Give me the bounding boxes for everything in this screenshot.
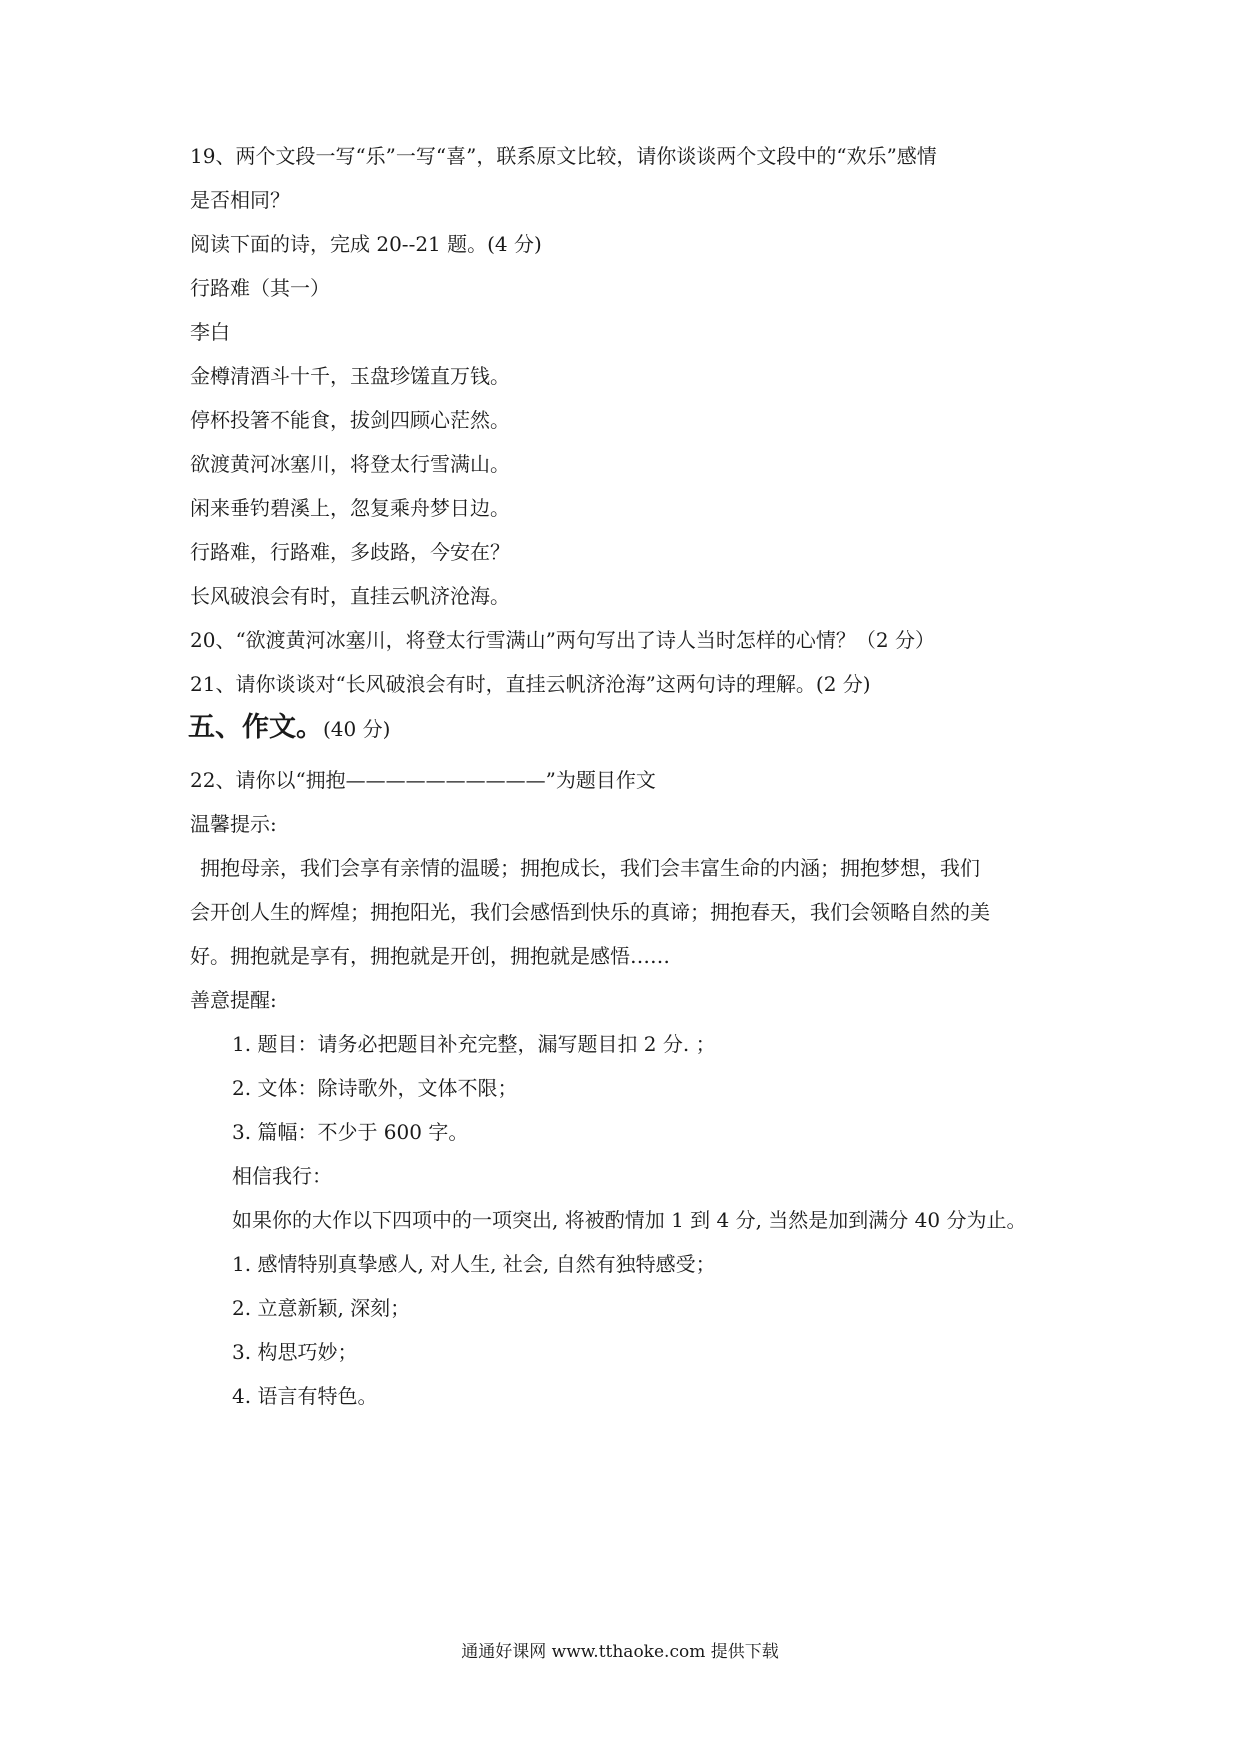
bonus-item: 2. 立意新颖, 深刻； bbox=[232, 1296, 411, 1320]
poem-line: 欲渡黄河冰塞川，将登太行雪满山。 bbox=[190, 452, 510, 476]
section-5-heading bbox=[188, 710, 390, 747]
page-footer: 通通好课网 www.tthaoke.com 提供下载 bbox=[461, 1642, 779, 1662]
poem-intro: 阅读下面的诗，完成 20--21 题。(4 分) bbox=[190, 232, 542, 256]
bonus-item: 1. 感情特别真挚感人, 对人生, 社会, 自然有独特感受； bbox=[232, 1252, 716, 1276]
tips-text-line: 会开创人生的辉煌；拥抱阳光，我们会感悟到快乐的真谛；拥抱春天，我们会领略自然的美 bbox=[190, 900, 990, 924]
section-5-score: (40 分) bbox=[323, 717, 391, 741]
poem-line: 行路难，行路难，多歧路，今安在？ bbox=[190, 540, 510, 564]
poem-author: 李白 bbox=[190, 320, 230, 344]
believe-label: 相信我行： bbox=[232, 1164, 332, 1188]
reminder-item: 3. 篇幅：不少于 600 字。 bbox=[232, 1120, 469, 1144]
reminder-item: 2. 文体：除诗歌外，文体不限； bbox=[232, 1076, 518, 1100]
poem-line: 金樽清酒斗十千，玉盘珍馐直万钱。 bbox=[190, 364, 510, 388]
bonus-item: 3. 构思巧妙； bbox=[232, 1340, 358, 1364]
question-22: 22、请你以“拥抱——————————”为题目作文 bbox=[190, 768, 656, 792]
question-19-line-2: 是否相同？ bbox=[190, 188, 290, 212]
tips-label: 温馨提示: bbox=[190, 812, 277, 836]
tips-text-line: 拥抱母亲，我们会享有亲情的温暖；拥抱成长，我们会丰富生命的内涵；拥抱梦想，我们 bbox=[200, 856, 980, 880]
reminder-item: 1. 题目：请务必把题目补充完整，漏写题目扣 2 分. ； bbox=[232, 1032, 716, 1056]
question-19-line-1: 19、两个文段一写“乐”一写“喜”，联系原文比较，请你谈谈两个文段中的“欢乐”感情 bbox=[190, 144, 937, 168]
tips-text-line: 好。拥抱就是享有，拥抱就是开创，拥抱就是感悟…… bbox=[190, 944, 670, 968]
poem-line: 长风破浪会有时，直挂云帆济沧海。 bbox=[190, 584, 510, 608]
bonus-intro: 如果你的大作以下四项中的一项突出, 将被酌情加 1 到 4 分, 当然是加到满分 40 分为止。 bbox=[232, 1208, 1027, 1232]
poem-line: 停杯投箸不能食，拔剑四顾心茫然。 bbox=[190, 408, 510, 432]
bonus-item: 4. 语言有特色。 bbox=[232, 1384, 378, 1408]
question-20: 20、“欲渡黄河冰塞川，将登太行雪满山”两句写出了诗人当时怎样的心情？（2 分） bbox=[190, 628, 935, 652]
poem-line: 闲来垂钓碧溪上，忽复乘舟梦日边。 bbox=[190, 496, 510, 520]
section-5-title: 五、作文。 bbox=[188, 712, 323, 743]
poem-title: 行路难（其一） bbox=[190, 276, 330, 300]
reminder-label: 善意提醒: bbox=[190, 988, 277, 1012]
question-21: 21、请你谈谈对“长风破浪会有时，直挂云帆济沧海”这两句诗的理解。(2 分) bbox=[190, 672, 871, 696]
